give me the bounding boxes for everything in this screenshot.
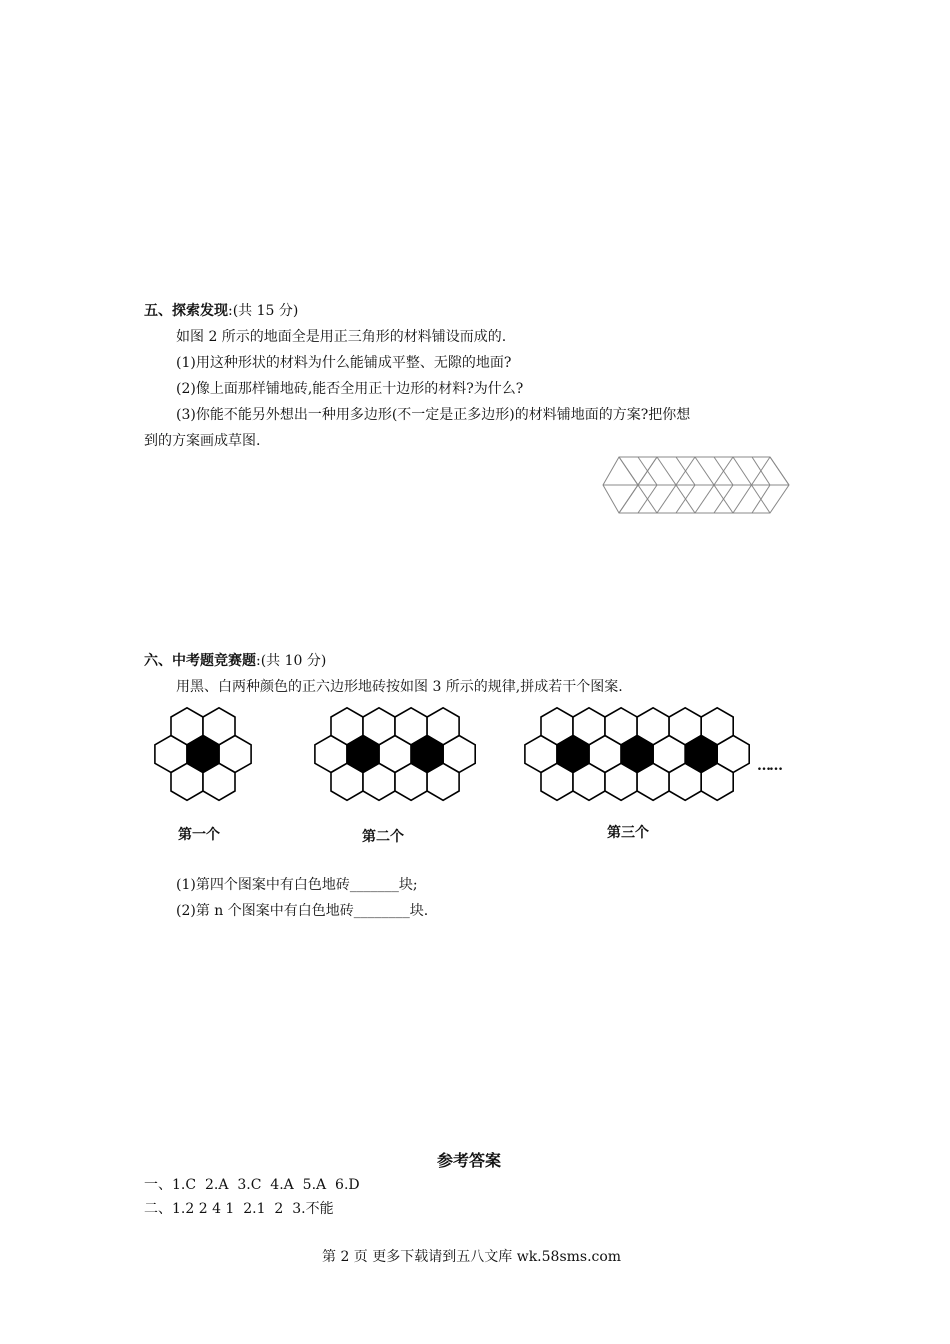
section5-question-2: (2)像上面那样铺地砖,能否全用正十边形的材料?为什么? <box>176 381 524 397</box>
answers-line-1: 一、1.C 2.A 3.C 4.A 5.A 6.D <box>144 1177 360 1193</box>
caption-first: 第一个 <box>178 827 220 843</box>
section6-question-1: (1)第四个图案中有白色地砖_______块; <box>176 877 418 893</box>
answers-title: 参考答案 <box>437 1151 502 1170</box>
section5-question-3-line1: (3)你能不能另外想出一种用多边形(不一定是正多边形)的材料铺地面的方案?把你想 <box>176 407 691 423</box>
answers-line-2: 二、1.2 2 4 1 2.1 2 3.不能 <box>144 1201 334 1217</box>
section6-score: :(共 10 分) <box>256 653 327 669</box>
page-footer: 第 2 页 更多下载请到五八文库 wk.58sms.com <box>322 1249 622 1265</box>
section6-heading: 六、中考题竞赛题 <box>144 653 256 669</box>
caption-third: 第三个 <box>607 825 649 841</box>
section5-heading: 五、探索发现 <box>144 303 228 319</box>
ellipsis: …… <box>757 758 781 774</box>
section5-question-1: (1)用这种形状的材料为什么能铺成平整、无隙的地面? <box>176 355 512 371</box>
section5-question-3-line2: 到的方案画成草图. <box>144 433 261 449</box>
section6-intro: 用黑、白两种颜色的正六边形地砖按如图 3 所示的规律,拼成若干个图案. <box>176 679 623 695</box>
caption-second: 第二个 <box>362 829 404 845</box>
section6-question-2: (2)第 n 个图案中有白色地砖________块. <box>176 903 429 919</box>
section5-heading-line <box>144 300 298 320</box>
triangle-tiling-figure <box>600 452 795 518</box>
section5-intro: 如图 2 所示的地面全是用正三角形的材料铺设而成的. <box>176 329 507 345</box>
section6-heading-line <box>144 650 326 670</box>
hexagon-pattern-figure <box>140 698 820 816</box>
section5-score: :(共 15 分) <box>228 303 299 319</box>
